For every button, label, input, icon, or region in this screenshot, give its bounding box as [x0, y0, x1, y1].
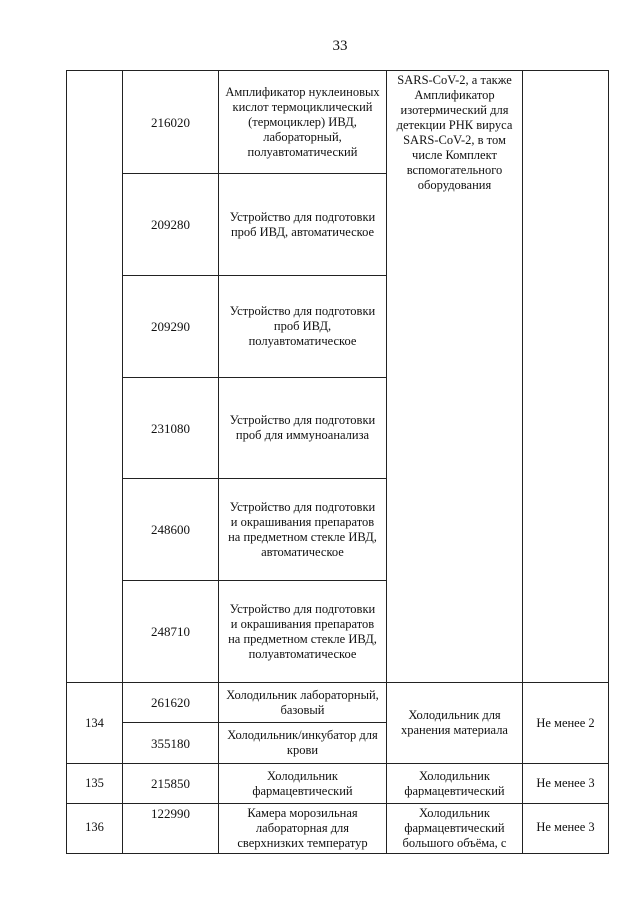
table-row [67, 804, 609, 854]
code-cell: 261620 [123, 683, 219, 723]
name-cell: Устройство для подготовки и окрашивания препаратов на предметном стекле ИВД, полуавтоматическое [219, 581, 387, 683]
quantity-cell [523, 71, 609, 683]
description-cell: Холодильник для хранения материала [387, 683, 523, 764]
table-row [67, 683, 609, 723]
quantity-cell: Не менее 2 [523, 683, 609, 764]
name-cell: Камера морозильная лабораторная для сверхнизких температур [219, 804, 387, 854]
quantity-cell: Не менее 3 [523, 804, 609, 854]
quantity-cell: Не менее 3 [523, 764, 609, 804]
equipment-table [66, 70, 609, 854]
name-cell: Холодильник лабораторный, базовый [219, 683, 387, 723]
code-cell: 215850 [123, 764, 219, 804]
name-cell: Устройство для подготовки проб ИВД, полуавтоматическое [219, 276, 387, 378]
name-cell: Холодильник/инкубатор для крови [219, 723, 387, 764]
code-cell: 209280 [123, 174, 219, 276]
code-cell: 355180 [123, 723, 219, 764]
name-cell: Устройство для подготовки проб ИВД, автоматическое [219, 174, 387, 276]
code-cell: 209290 [123, 276, 219, 378]
name-cell: Холодильник фармацевтический [219, 764, 387, 804]
description-cell: Холодильник фармацевтический большого объёма, с [387, 804, 523, 854]
description-cell: Холодильник фармацевтический [387, 764, 523, 804]
code-cell: 122990 [123, 804, 219, 854]
table-row [67, 764, 609, 804]
row-number-cell [67, 71, 123, 683]
row-number-cell: 134 [67, 683, 123, 764]
code-cell: 231080 [123, 378, 219, 479]
page-number: 33 [332, 38, 348, 54]
code-cell: 248710 [123, 581, 219, 683]
name-cell: Устройство для подготовки и окрашивания препаратов на предметном стекле ИВД, автоматическое [219, 479, 387, 581]
description-cell: SARS-CoV-2, а также Амплификатор изотермический для детекции РНК вируса SARS-CoV-2, в том числе Комплект вспомогательного оборудования [387, 71, 523, 683]
row-number-cell: 136 [67, 804, 123, 854]
code-cell: 216020 [123, 71, 219, 174]
code-cell: 248600 [123, 479, 219, 581]
name-cell: Амплификатор нуклеиновых кислот термоциклический (термоциклер) ИВД, лабораторный, полуавтоматический [219, 71, 387, 174]
row-number-cell: 135 [67, 764, 123, 804]
name-cell: Устройство для подготовки проб для иммуноанализа [219, 378, 387, 479]
table-row [67, 71, 609, 174]
